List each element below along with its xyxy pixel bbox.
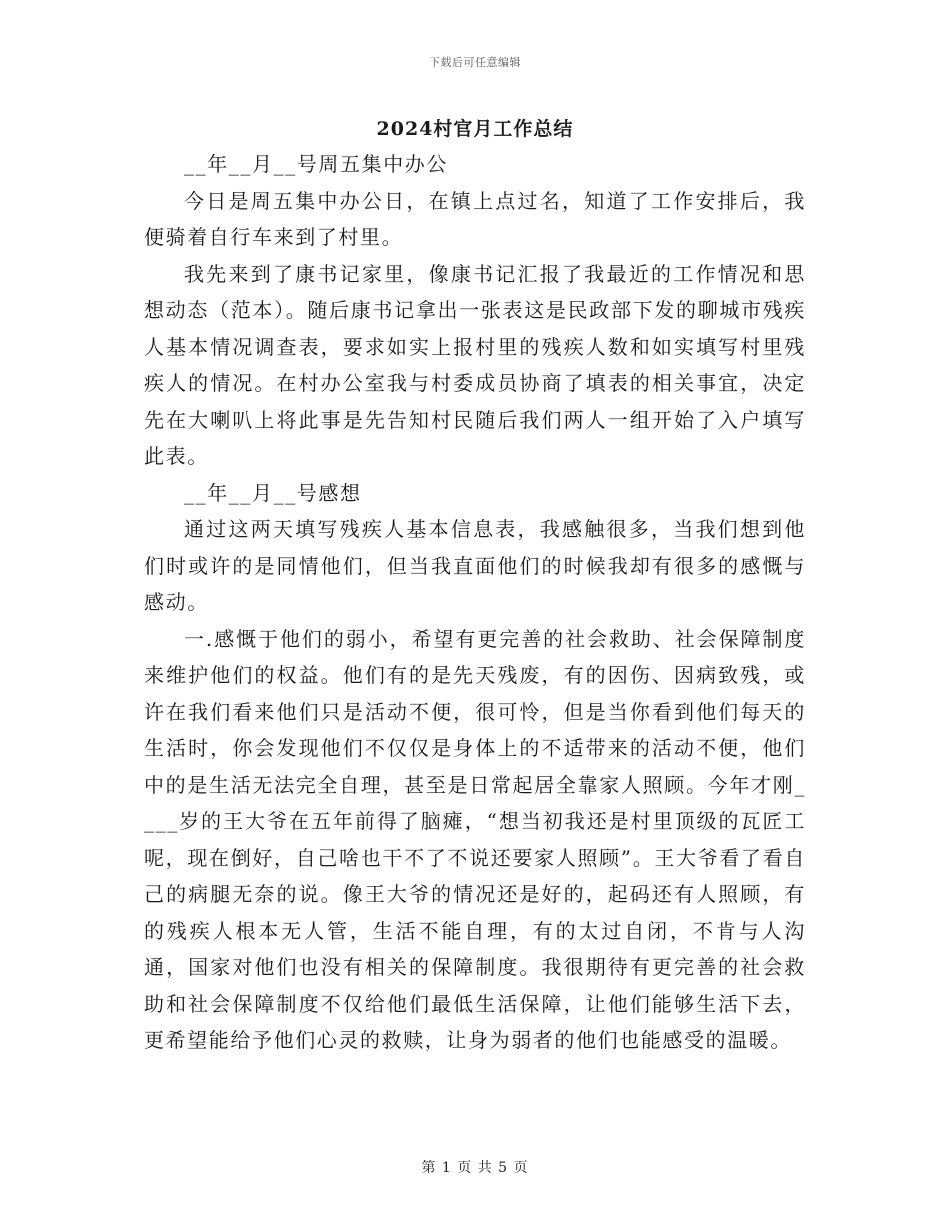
document-body [144, 146, 806, 1059]
paragraph-reflection: 通过这两天填写残疾人基本信息表，我感触很多，当我们想到他们时或许的是同情他们，但当我直面他们的时候我却有很多的感慨与感动。 [144, 517, 806, 614]
paragraph-point-one: 一.感慨于他们的弱小，希望有更完善的社会救助、社会保障制度来维护他们的权益。他们有的是先天残废，有的因伤、因病致残，或许在我们看来他们只是活动不便，很可怜，但是当你看到他们每天的生活时，你会发现他们不仅仅是身体上的不适带来的活动不便，他们中的是生活无法完全自理，甚至是日常起居全靠家人照顾。今年才刚____岁的王大爷在五年前得了脑瘫，“想当初我还是村里顶级的瓦匠工呢，现在倒好，自己啥也干不了不说还要家人照顾”。王大爷看了看自己的病腿无奈的说。像王大爷的情况还是好的，起码还有人照顾，有的残疾人根本无人管，生活不能自理，有的太过自闭，不肯与人沟通，国家对他们也没有相关的保障制度。我很期待有更完善的社会救助和社会保障制度不仅给他们最低生活保障，让他们能够生活下去，更希望能给予他们心灵的救赎，让身为弱者的他们也能感受的温暖。 [144, 626, 806, 1052]
paragraph-intro: 今日是周五集中办公日，在镇上点过名，知道了工作安排后，我便骑着自行车来到了村里。 [144, 188, 806, 249]
paragraph-date-heading-1: __年__月__号周五集中办公 [184, 152, 448, 176]
page-header-note: 下载后可任意编辑 [429, 56, 521, 69]
document-title: 2024村官月工作总结 [376, 118, 574, 140]
paragraph-date-heading-2: __年__月__号感想 [184, 480, 362, 505]
page-number-footer: 第 1 页 共 5 页 [421, 1160, 529, 1176]
paragraph-report: 我先来到了康书记家里，像康书记汇报了我最近的工作情况和思想动态（范本）。随后康书记拿出一张表这是民政部下发的聊城市残疾人基本情况调查表，要求如实上报村里的残疾人数和如实填写村里残疾人的情况。在村办公室我与村委成员协商了填表的相关事宜，决定先在大喇叭上将此事是先告知村民随后我们两人一组开始了入户填写此表。 [144, 261, 806, 468]
